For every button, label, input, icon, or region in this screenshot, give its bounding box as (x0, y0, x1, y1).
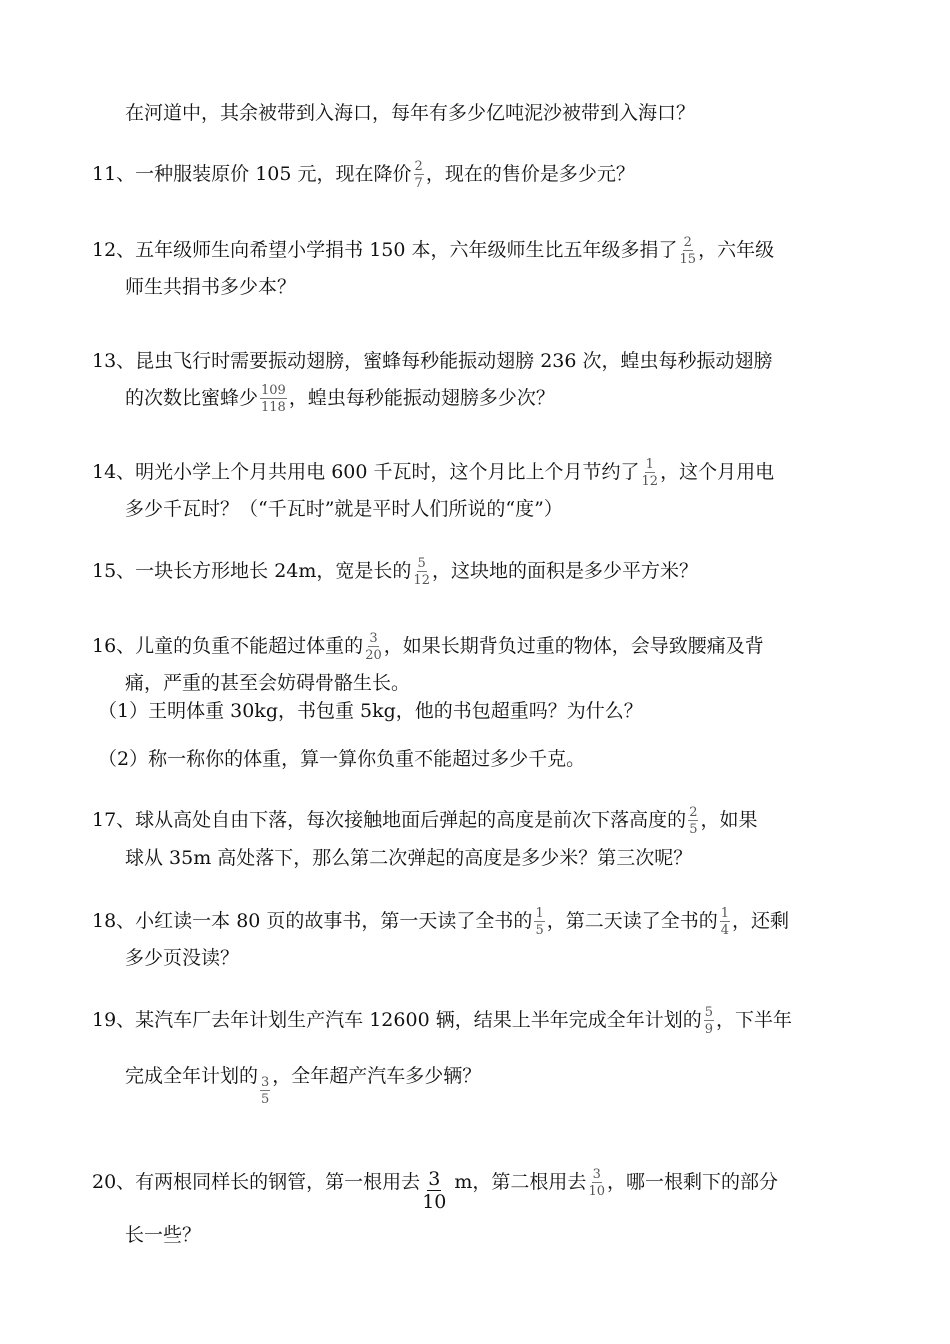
problem-17 (92, 806, 757, 836)
fraction-numerator: 1 (535, 906, 544, 921)
fraction-denominator: 12 (641, 474, 659, 489)
problem-text: ，六年级 (698, 239, 775, 261)
fraction-denominator: 9 (704, 1022, 713, 1037)
fraction-denominator: 5 (261, 1092, 270, 1107)
problem-text: 14、明光小学上个月共用电 600 千瓦时，这个月比上个月节约了 (92, 461, 640, 483)
problem-12 (92, 236, 774, 266)
fraction (704, 1006, 714, 1036)
fraction-numerator: 3 (261, 1075, 270, 1090)
fraction (720, 907, 730, 937)
problem-text: ，如果 (700, 809, 758, 831)
fraction (414, 160, 424, 190)
fraction-numerator: 109 (261, 383, 286, 398)
problem-12-line-2 (125, 274, 296, 300)
fraction-numerator: 5 (704, 1005, 713, 1020)
problem-text: 长一些？ (125, 1224, 202, 1246)
problem-text: 痛，严重的甚至会妨碍骨骼生长。 (125, 672, 411, 694)
problem-18-line-2 (125, 945, 239, 971)
fraction (260, 384, 287, 414)
fraction-numerator: 1 (645, 457, 654, 472)
fraction (422, 1170, 446, 1212)
problem-text: 球从 35m 高处落下，那么第二次弹起的高度是多少米？第三次呢？ (125, 847, 693, 869)
problem-text: 的次数比蜜蜂少 (125, 387, 259, 409)
problem-text: 多少千瓦时？（“千瓦时”就是平时人们所说的“度”） (125, 498, 563, 520)
fraction-denominator: 5 (689, 822, 698, 837)
fraction (260, 1076, 270, 1106)
fraction-denominator: 5 (535, 923, 544, 938)
fraction-numerator: 1 (720, 906, 730, 921)
problem-19-line-2 (125, 1062, 482, 1107)
problem-20-line-2 (125, 1222, 201, 1248)
problem-text: ，下半年 (715, 1009, 792, 1031)
problem-text: 13、昆虫飞行时需要振动翅膀，蜜蜂每秒能振动翅膀 236 次，蝗虫每秒振动翅膀 (92, 350, 773, 372)
problem-text: ，全年超产汽车多少辆？ (272, 1065, 482, 1087)
fraction (642, 458, 659, 488)
fraction-numerator: 2 (689, 805, 698, 820)
fraction-denominator: 4 (720, 923, 730, 938)
problem-14 (92, 458, 774, 488)
problem-text: 18、小红读一本 80 页的故事书，第一天读了全书的 (92, 910, 533, 932)
problem-14-line-2 (125, 496, 563, 522)
problem-text: （1）王明体重 30kg，书包重 5kg，他的书包超重吗？为什么？ (98, 700, 643, 722)
problem-text: （2）称一称你的体重，算一算你负重不能超过多少千克。 (98, 748, 586, 770)
problem-15 (92, 557, 698, 587)
fraction (365, 632, 382, 662)
problem-text: ，第二天读了全书的 (546, 910, 718, 932)
problem-11 (92, 160, 635, 190)
problem-20 (92, 1162, 778, 1213)
problem-16 (92, 632, 764, 662)
fraction (588, 1168, 605, 1198)
problem-text: 20、有两根同样长的钢管，第一根用去 (92, 1171, 421, 1193)
fraction-numerator: 2 (414, 159, 423, 174)
fraction-denominator: 15 (679, 252, 697, 267)
problem-text: ，这块地的面积是多少平方米？ (431, 560, 698, 582)
fraction-denominator: 12 (413, 573, 430, 588)
problem-text: 17、球从高处自由下落，每次接触地面后弹起的高度是前次下落高度的 (92, 809, 687, 831)
problem-text: ，蝗虫每秒能振动翅膀多少次？ (288, 387, 555, 409)
problem-text: ，如果长期背负过重的物体，会导致腰痛及背 (383, 635, 764, 657)
problem-13 (92, 348, 773, 374)
fraction-numerator: 3 (592, 1167, 601, 1182)
problem-text: ，还剩 (732, 910, 790, 932)
fraction (688, 806, 698, 836)
problem-text: 12、五年级师生向希望小学捐书 150 本，六年级师生比五年级多捐了 (92, 239, 678, 261)
fraction-denominator: 7 (414, 176, 423, 191)
fraction-numerator: 5 (417, 556, 426, 571)
problem-19 (92, 1006, 792, 1036)
problem-text: 15、一块长方形地长 24m，宽是长的 (92, 560, 412, 582)
problem-text: ，这个月用电 (660, 461, 775, 483)
fraction (680, 236, 697, 266)
fraction-denominator: 118 (261, 400, 286, 415)
problem-text: 11、一种服装原价 105 元，现在降价 (92, 163, 412, 185)
problem-text: 多少页没读？ (125, 947, 240, 969)
problem-text: m，第二根用去 (448, 1171, 587, 1193)
fraction-denominator: 10 (588, 1184, 605, 1199)
fraction-numerator: 2 (683, 235, 692, 250)
problem-16-line-2 (125, 670, 410, 696)
problem-text: 师生共捐书多少本？ (125, 276, 297, 298)
fraction (413, 557, 430, 587)
fraction-numerator: 3 (369, 631, 378, 646)
problem-text: ，现在的售价是多少元？ (425, 163, 635, 185)
problem-16-subquestion-1 (98, 698, 643, 724)
problem-text: 在河道中，其余被带到入海口，每年有多少亿吨泥沙被带到入海口？ (125, 102, 696, 124)
problem-16-subquestion-2 (98, 746, 585, 772)
fraction-numerator: 3 (428, 1168, 441, 1190)
problem-text: ，哪一根剩下的部分 (606, 1171, 778, 1193)
problem-text: 完成全年计划的 (125, 1065, 259, 1087)
problem-text: 19、某汽车厂去年计划生产汽车 12600 辆，结果上半年完成全年计划的 (92, 1009, 702, 1031)
fraction (534, 907, 544, 937)
problem-17-line-2 (125, 845, 692, 871)
fraction-denominator: 20 (365, 648, 382, 663)
problem-text: 16、儿童的负重不能超过体重的 (92, 635, 364, 657)
fraction-denominator: 10 (422, 1191, 447, 1213)
problem-10-continuation (125, 100, 695, 126)
problem-13-line-2 (125, 384, 555, 414)
problem-18 (92, 907, 789, 937)
